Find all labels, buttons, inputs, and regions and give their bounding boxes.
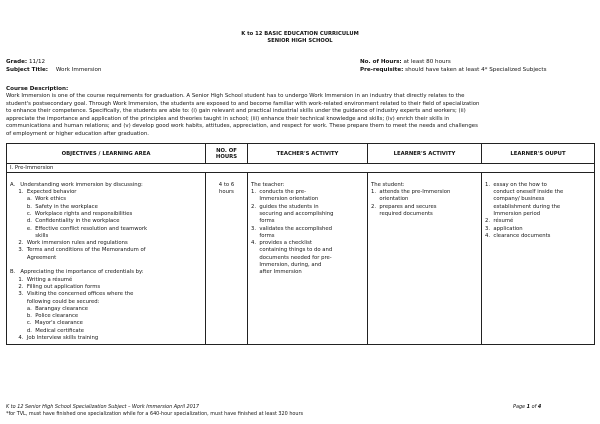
prerequisite-value: should have taken at least 4* Specialized Subjects xyxy=(405,67,547,73)
school-level-title: SENIOR HIGH SCHOOL xyxy=(267,38,333,44)
cell-line: 3. Visiting the concerned offices where the xyxy=(10,291,134,298)
cell-line: orientation xyxy=(371,196,409,203)
description-line: appreciate the importance and application of the principles and theories taught in school; (iii) enhance their technical knowledge and skills; (iv) enrich their skills in xyxy=(6,115,450,122)
prerequisite-row xyxy=(360,67,547,73)
hours-header-line1: NO. OF xyxy=(216,147,237,154)
hours-label: No. of Hours: xyxy=(360,59,402,65)
cell-line: 3. validates the accomplished xyxy=(251,225,333,232)
cell-line xyxy=(209,175,244,182)
cell-line: Immersion period xyxy=(485,210,541,217)
table-header-row xyxy=(7,144,595,164)
cell-line: d. Medical certificate xyxy=(10,327,84,334)
subject-value: Work Immersion xyxy=(55,67,102,73)
cell-line: 2. Filling out application forms xyxy=(10,283,101,290)
prerequisite-label: Pre-requisite: xyxy=(360,67,404,73)
cell-line: hours xyxy=(219,189,234,196)
cell-line: 1. essay on the how to xyxy=(485,181,547,188)
page-total: 4 xyxy=(537,404,542,410)
cell-line xyxy=(371,175,478,182)
description-line: student's postsecondary goal. Through Work Immersion, the students are exposed to and become familiar with work-related environment related to their field of specialization xyxy=(6,100,480,107)
cell-line: e. Effective conflict resolution and teamwork xyxy=(10,225,148,232)
cell-line: 2. Work immersion rules and regulations xyxy=(10,240,128,247)
cell-line: Immersion orientation xyxy=(251,196,319,203)
cell-line: 1. Writing a résumé xyxy=(10,276,73,283)
objectives-header: OBJECTIVES / LEARNING AREA xyxy=(7,144,206,164)
hours-header-line2: HOURS xyxy=(215,153,238,160)
cell-line xyxy=(10,262,202,269)
description-line: Work Immersion is one of the course requirements for graduation. A Senior High School student has to undergo Work Immersion in an industry that directly relates to the xyxy=(6,93,465,99)
course-description-text xyxy=(6,93,592,139)
curriculum-table xyxy=(6,143,595,345)
cell-line: 1. attends the pre-Immersion xyxy=(371,189,451,196)
cell-line: 2. prepares and secures xyxy=(371,203,437,210)
footer-left: K to 12 Senior High School Specialization Subject – Work Immersion April 2017 xyxy=(6,404,199,410)
cell-line: 4 to 6 xyxy=(218,181,235,188)
page-of: of xyxy=(531,404,537,410)
cell-line: containing things to do and xyxy=(251,247,333,254)
learner-output-header: LEARNER'S OUPUT xyxy=(482,144,595,164)
hours-value: at least 80 hours xyxy=(403,59,451,65)
footnote: *for TVL, must have finished one specialization while for a 640-hour specialization, must have finished at least 320 hours xyxy=(6,411,304,417)
description-line: of employment or higher education after graduation. xyxy=(6,130,149,137)
cell-line: required documents xyxy=(371,210,433,217)
cell-line: A. Understanding work immersion by discussing: xyxy=(10,181,143,188)
teacher-activity-cell xyxy=(248,173,368,345)
page-number xyxy=(513,404,541,410)
teacher-activity-header: TEACHER'S ACTIVITY xyxy=(248,144,368,164)
section-row xyxy=(7,164,595,173)
subject-label: Subject Title: xyxy=(6,67,49,73)
cell-line: B. Appreciating the importance of credentials by: xyxy=(10,269,144,276)
cell-line: conduct oneself inside the xyxy=(485,189,564,196)
course-description-title: Course Description: xyxy=(6,86,69,92)
cell-line: 3. application xyxy=(485,225,523,232)
cell-line: 4. Job Interview skills training xyxy=(10,335,99,342)
hours-header xyxy=(206,144,248,164)
cell-line: b. Police clearance xyxy=(10,313,79,320)
cell-line: c. Workplace rights and responsibilities xyxy=(10,210,133,217)
learner-activity-cell xyxy=(368,173,482,345)
cell-line: d. Confidentiality in the workplace xyxy=(10,218,120,225)
cell-line: Agreement xyxy=(10,254,57,261)
cell-line xyxy=(485,175,591,182)
curriculum-title: K to 12 BASIC EDUCATION CURRICULUM xyxy=(241,31,359,37)
cell-line: following could be secured: xyxy=(10,298,100,305)
grade-label: Grade: xyxy=(6,59,28,65)
hours-row xyxy=(360,59,451,65)
cell-line: 2. résumé xyxy=(485,218,514,225)
subject-row xyxy=(6,67,101,73)
section-title: I. Pre-Immersion xyxy=(7,164,595,173)
cell-line: The teacher: xyxy=(251,181,285,188)
cell-line: forms xyxy=(251,232,275,239)
page-current: 1 xyxy=(526,404,531,410)
page-prefix: Page xyxy=(513,404,526,410)
cell-line: documents needed for pre- xyxy=(251,254,332,261)
cell-line: after Immersion xyxy=(251,269,302,276)
cell-line: establishment during the xyxy=(485,203,561,210)
cell-line: 3. Terms and conditions of the Memorandum of xyxy=(10,247,146,254)
learner-output-cell xyxy=(482,173,595,345)
cell-line: 4. provides a checklist xyxy=(251,240,312,247)
grade-value: 11/12 xyxy=(28,59,46,65)
learner-activity-header: LEARNER'S ACTIVITY xyxy=(368,144,482,164)
grade-row xyxy=(6,59,45,65)
cell-line: forms xyxy=(251,218,275,225)
objectives-cell xyxy=(7,173,206,345)
cell-line: 1. Expected behavior xyxy=(10,189,77,196)
cell-line: b. Safety in the workplace xyxy=(10,203,98,210)
cell-line: a. Barangay clearance xyxy=(10,305,89,312)
cell-line: a. Work ethics xyxy=(10,196,67,203)
cell-line: securing and accomplishing xyxy=(251,210,334,217)
cell-line: 1. conducts the pre- xyxy=(251,189,307,196)
cell-line: The student: xyxy=(371,181,405,188)
description-line: communications and human relations; and (v) develop good work habits, attitudes, appreciation, and respect for work. These prepare them to meet the needs and challenges xyxy=(6,123,478,130)
cell-line: company/ business xyxy=(485,196,545,203)
cell-line: 4. clearance documents xyxy=(485,232,551,239)
hours-cell xyxy=(206,173,248,345)
description-line: to enhance their competence. Specifically, the students are able to: (i) gain relevant and practical industrial skills under the guidance of industry experts and workers; (ii) xyxy=(6,108,466,115)
cell-line xyxy=(251,175,364,182)
table-row xyxy=(7,173,595,345)
cell-line: skills xyxy=(10,232,49,239)
cell-line: c. Mayor's clearance xyxy=(10,320,83,327)
cell-line xyxy=(10,175,202,182)
cell-line: Immersion, during, and xyxy=(251,262,322,269)
cell-line: 2. guides the students in xyxy=(251,203,319,210)
